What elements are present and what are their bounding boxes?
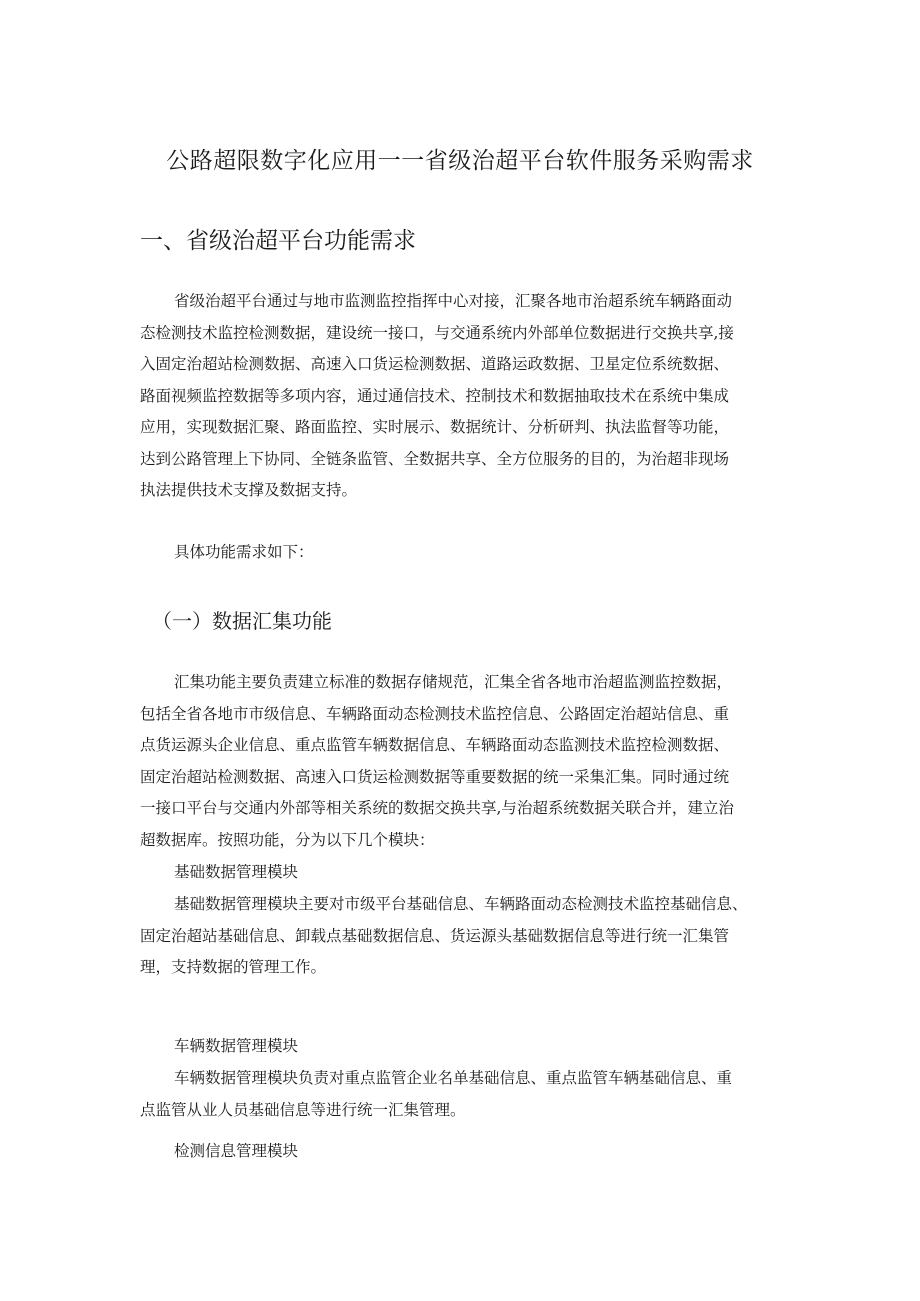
module-1-description: [140, 889, 796, 984]
module-2-title: 车辆数据管理模块: [174, 1037, 299, 1055]
text-line: 点货运源头企业信息、重点监管车辆数据信息、车辆路面动态监测技术监控检测数据、: [140, 736, 730, 754]
text-line: 执法提供技术支撑及数据支持。: [140, 481, 358, 499]
module-1-title: 基础数据管理模块: [174, 863, 299, 881]
text-line: 态检测技术监控检测数据，建设统一接口，与交通系统内外部单位数据进行交换共享,接: [140, 323, 734, 342]
document-title: 公路超限数字化应用一一省级治超平台软件服务采购需求: [166, 148, 754, 174]
section-heading-1: 一、省级治超平台功能需求: [140, 228, 416, 254]
text-line: 应用，实现数据汇聚、路面监控、实时展示、数据统计、分析研判、执法监督等功能，: [140, 418, 730, 436]
text-line: 基础数据管理模块主要对市级平台基础信息、车辆路面动态检测技术监控基础信息、: [174, 895, 748, 913]
text-line: 点监管从业人员基础信息等进行统一汇集管理。: [140, 1100, 466, 1119]
text-line: 省级治超平台通过与地市监测监控指挥中心对接，汇聚各地市治超系统车辆路面动: [174, 292, 733, 310]
text-line: 理，支持数据的管理工作。: [140, 958, 327, 976]
text-line: 汇集功能主要负责建立标准的数据存储规范，汇集全省各地市治超监测监控数据，: [174, 673, 733, 691]
text-line: 达到公路管理上下协同、全链条监管、全数据共享、全方位服务的目的，为治超非现场: [140, 449, 730, 468]
text-line: 入固定治超站检测数据、高速入口货运检测数据、道路运政数据、卫星定位系统数据、: [140, 355, 730, 373]
section2-paragraph-1: [140, 667, 796, 856]
section1-paragraph-1: [140, 286, 796, 507]
text-line: 超数据库。按照功能，分为以下几个模块：: [140, 830, 435, 849]
module-2-description: [140, 1063, 796, 1126]
section1-paragraph-2: 具体功能需求如下：: [174, 543, 314, 561]
text-line: 固定治超站检测数据、高速入口货运检测数据等重要数据的统一采集汇集。同时通过统: [140, 767, 730, 786]
text-line: 固定治超站基础信息、卸载点基础数据信息、货运源头基础数据信息等进行统一汇集管: [140, 926, 730, 945]
text-line: 路面视频监控数据等多项内容，通过通信技术、控制技术和数据抽取技术在系统中集成: [140, 386, 730, 405]
text-line: 一接口平台与交通内外部等相关系统的数据交换共享,与治超系统数据关联合并，建立治: [140, 799, 734, 817]
section-heading-2: （一）数据汇集功能: [152, 609, 332, 633]
text-line: 包括全省各地市市级信息、车辆路面动态检测技术监控信息、公路固定治超站信息、重: [140, 704, 730, 723]
module-3-title: 检测信息管理模块: [174, 1142, 299, 1160]
text-line: 车辆数据管理模块负责对重点监管企业名单基础信息、重点监管车辆基础信息、重: [174, 1069, 733, 1087]
